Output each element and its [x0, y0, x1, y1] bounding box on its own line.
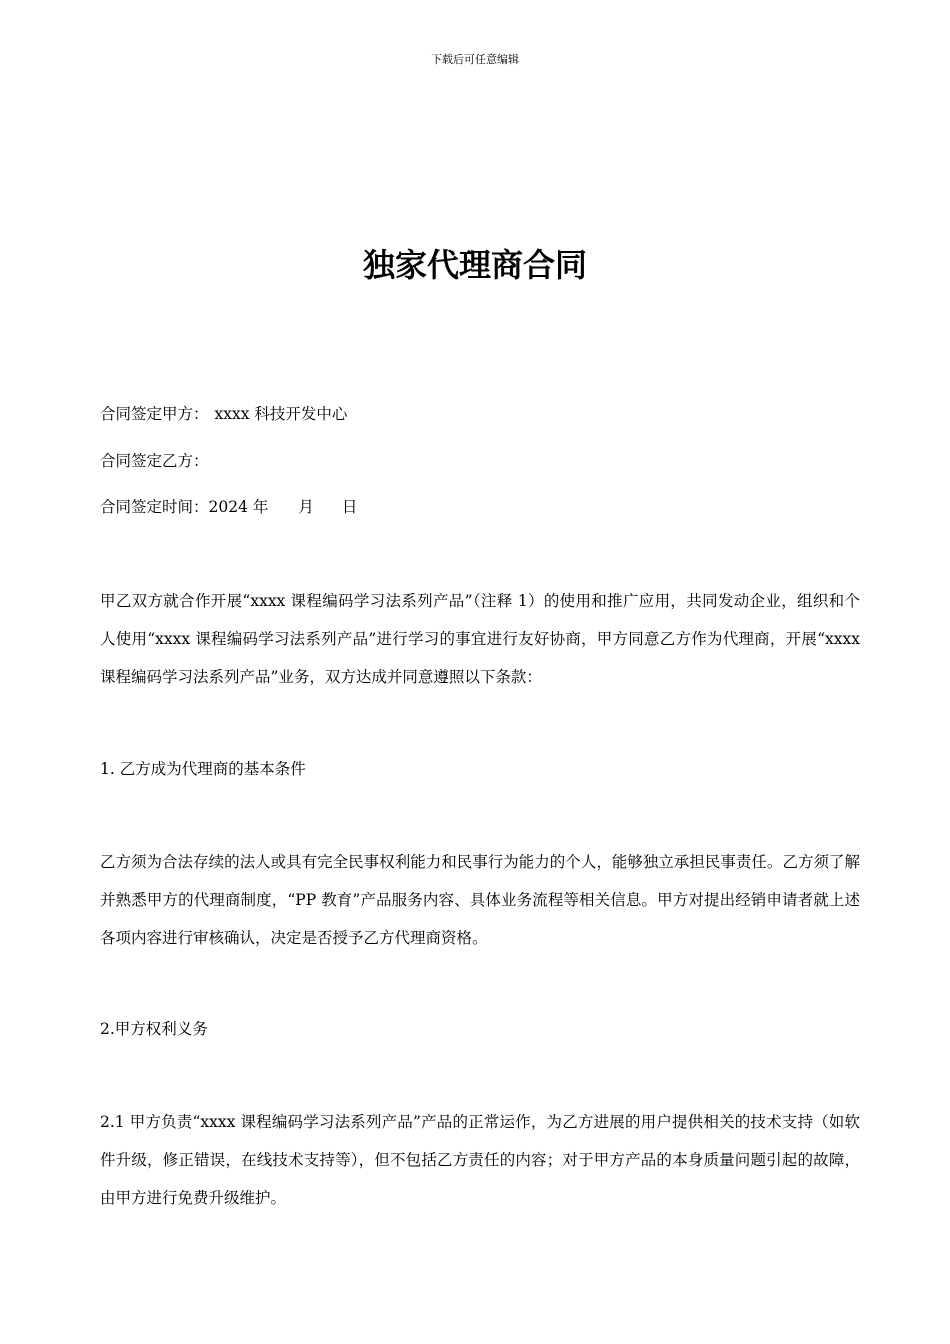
intro-paragraph: 甲乙双方就合作开展“xxxx 课程编码学习法系列产品”（注释 1）的使用和推广应用，共同发动企业，组织和个人使用“xxxx 课程编码学习法系列产品”进行学习的事宜进行友好协商，甲方同意乙方作为代理商，开展“xxxx 课程编码学习法系列产品”业务，双方达成并同意遵照以下条款：	[100, 592, 860, 686]
party-a-label: 合同签定甲方：	[100, 405, 209, 423]
date-month: 月	[298, 498, 314, 516]
section-body: 2.1 甲方负责“xxxx 课程编码学习法系列产品”产品的正常运作，为乙方进展的用户提供相关的技术支持（如软件升级，修正错误，在线技术支持等），但不包括乙方责任的内容；对于甲方产品的本身质量问题引起的故障，由甲方进行免费升级维护。	[100, 1113, 860, 1207]
date-label: 合同签定时间：	[100, 498, 209, 516]
party-a-value: xxxx 科技开发中心	[214, 405, 348, 423]
date-day: 日	[341, 498, 358, 516]
header-note: 下载后可任意编辑	[431, 53, 519, 66]
party-b-line	[100, 451, 209, 471]
date-line	[100, 497, 357, 517]
party-b-label: 合同签定乙方：	[100, 452, 209, 470]
section-body: 乙方须为合法存续的法人或具有完全民事权利能力和民事行为能力的个人，能够独立承担民事责任。乙方须了解并熟悉甲方的代理商制度，“PP 教育”产品服务内容、具体业务流程等相关信息。甲方对提出经销申请者就上述各项内容进行审核确认，决定是否授予乙方代理商资格。	[100, 853, 860, 947]
section-heading: 1. 乙方成为代理商的基本条件	[100, 760, 306, 778]
document-title: 独家代理商合同	[362, 246, 587, 284]
party-a-line	[100, 404, 347, 424]
section-heading: 2.甲方权利义务	[100, 1020, 208, 1038]
date-year: 2024 年	[208, 498, 269, 516]
